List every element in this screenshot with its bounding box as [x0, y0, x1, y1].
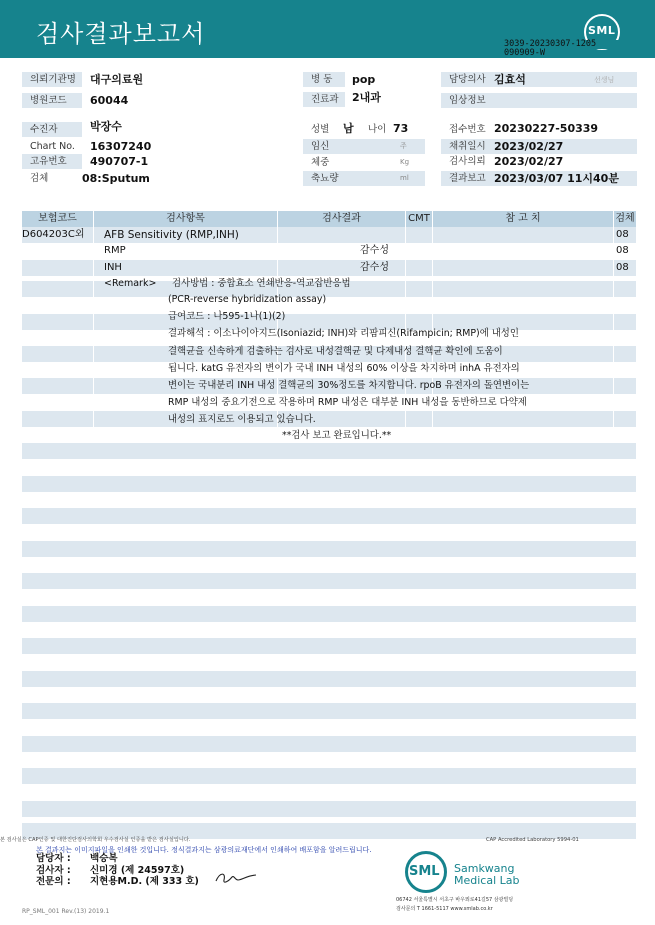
receipt-value: 20230227-50339: [494, 122, 599, 135]
staff-label: 담당자 :: [36, 853, 71, 864]
remark-line: (PCR-reverse hybridization assay): [168, 294, 327, 305]
remark-line: 내성의 표지로도 이용되고 있습니다.: [168, 414, 316, 425]
urine-label: 축뇨량: [303, 171, 425, 186]
lab-phone: 검사문의 T 1661-5117 www.smlab.co.kr: [396, 906, 493, 912]
row-item: INH: [104, 262, 122, 273]
row-item: AFB Sensitivity (RMP,INH): [104, 229, 239, 241]
urine-unit: ml: [400, 174, 409, 182]
row-result: 감수성: [360, 245, 389, 256]
col-header-reference: 참 고 치: [433, 211, 613, 227]
unique-no-value: 490707-1: [90, 155, 149, 168]
pregnancy-unit: 주: [400, 142, 407, 150]
chart-label: Chart No.: [30, 141, 75, 152]
hospital-code-label: 병원코드: [22, 93, 82, 108]
remark-line: 변이는 국내분리 INH 내성 결핵균의 30%정도를 차지합니다. rpoB 유전자의 돌연변이는: [168, 380, 530, 391]
col-header-insurance-code: 보험코드: [22, 211, 93, 227]
requested-label: 검사의뢰: [449, 156, 486, 167]
samkwang-logo-text: SML: [409, 864, 440, 879]
dept-value: 2내과: [352, 91, 381, 104]
col-header-result: 검사결과: [278, 211, 405, 227]
tester-label: 검사자 :: [36, 865, 71, 876]
remark-label: <Remark>: [104, 278, 157, 289]
signature-icon: [214, 868, 258, 886]
ward-value: pop: [352, 73, 376, 86]
lab-name: [454, 863, 520, 887]
sml-logo-text: SML: [588, 24, 616, 37]
cap-certification-note: 본 검사실은 CAP인증 및 대한진단검사의학회 우수검사실 인증을 받은 검사실입니다.: [0, 837, 191, 843]
lab-name-line-2: Medical Lab: [454, 874, 520, 887]
clinical-info-label: 임상정보: [441, 93, 637, 108]
chart-value: 16307240: [90, 140, 152, 153]
receipt-label: 접수번호: [449, 124, 486, 135]
col-header-cmt: CMT: [406, 211, 432, 227]
collected-label: 채취일시: [441, 139, 637, 154]
cap-accreditation-no: CAP Accredited Laboratory 5994-01: [486, 837, 579, 843]
row-item: RMP: [104, 245, 126, 256]
row-code: D604203C외: [22, 229, 85, 240]
lab-address: 06742 서울특별시 서초구 바우뫼로41길57 삼광빌딩: [396, 897, 514, 903]
report-code: [504, 40, 652, 58]
report-complete-text: **검사 보고 완료입니다.**: [282, 430, 392, 441]
doctor-label: 담당의사: [441, 72, 637, 87]
remark-line: 급여코드 : 나595-1나(1)(2): [168, 311, 286, 322]
row-specimen: 08: [616, 245, 629, 256]
col-header-test-item: 검사항목: [94, 211, 277, 227]
sex-value: 남: [343, 122, 354, 135]
row-specimen: 08: [616, 229, 629, 240]
hospital-code-value: 60044: [90, 94, 129, 107]
unique-no-label: 고유번호: [22, 154, 82, 169]
row-result: 감수성: [360, 262, 389, 273]
report-code-line-1: 3039-20230307-1205: [504, 40, 652, 49]
institution-value: 대구의료원: [90, 73, 144, 86]
doctor-suffix: 선생님: [594, 76, 615, 84]
doctor-value: 김효석: [494, 73, 526, 86]
dept-label: 진료과: [303, 92, 345, 107]
institution-label: 의뢰기관명: [22, 72, 82, 87]
remark-line: 됩니다. katG 유전자의 변이가 국내 INH 내성의 60% 이상을 차지하며 inhA 유전자의: [168, 363, 520, 374]
remark-line: 검사방법 : 중합효소 연쇄반응-역교잡반응법: [172, 278, 351, 289]
remark-line: 결과해석 : 이소나이아지드(Isoniazid; INH)와 리팜피신(Rifampicin; RMP)에 내성인: [168, 328, 519, 339]
ward-label: 병 동: [303, 72, 345, 87]
specialist-label: 전문의 :: [36, 876, 71, 887]
specialist-value: 지현용M.D. (제 333 호): [90, 876, 199, 887]
requested-value: 2023/02/27: [494, 155, 564, 168]
remark-line: RMP 내성의 중요기전으로 작용하며 RMP 내성은 대부분 INH 내성을 동반하므로 다약제: [168, 397, 527, 408]
pregnancy-label: 임신: [303, 139, 425, 154]
weight-unit: Kg: [400, 158, 410, 166]
col-header-specimen: 검체: [614, 211, 636, 227]
age-label: 나이: [368, 124, 387, 135]
weight-label: 체중: [311, 157, 330, 168]
report-title: 검사결과보고서: [36, 20, 206, 48]
document-revision-code: RP_SML_001 Rev.(13) 2019.1: [22, 908, 110, 915]
reported-value: 2023/03/07 11시40분: [494, 172, 619, 185]
specimen-value: 08:Sputum: [82, 172, 150, 185]
image-print-notice: 본 결과지는 이미지파일을 인쇄한 것입니다. 정식결과지는 삼광의료재단에서 인쇄하여 배포함을 알려드립니다.: [36, 846, 372, 854]
remark-line: 결핵균을 신속하게 검출하는 검사로 내성결핵균 및 다제내성 결핵균 확인에 도움이: [168, 346, 503, 357]
specimen-label: 검체: [30, 173, 49, 184]
age-value: 73: [393, 122, 409, 135]
sex-label: 성별: [311, 124, 330, 135]
patient-value: 박장수: [90, 120, 122, 133]
lab-name-line-1: Samkwang: [454, 862, 515, 875]
row-specimen: 08: [616, 262, 629, 273]
report-code-line-2: 090909-W: [504, 48, 545, 58]
collected-value: 2023/02/27: [494, 140, 564, 153]
patient-label: 수진자: [22, 122, 82, 137]
staff-value: 백승복: [90, 853, 118, 864]
tester-value: 신미경 (제 24597호): [90, 865, 185, 876]
reported-label: 결과보고: [441, 171, 637, 186]
